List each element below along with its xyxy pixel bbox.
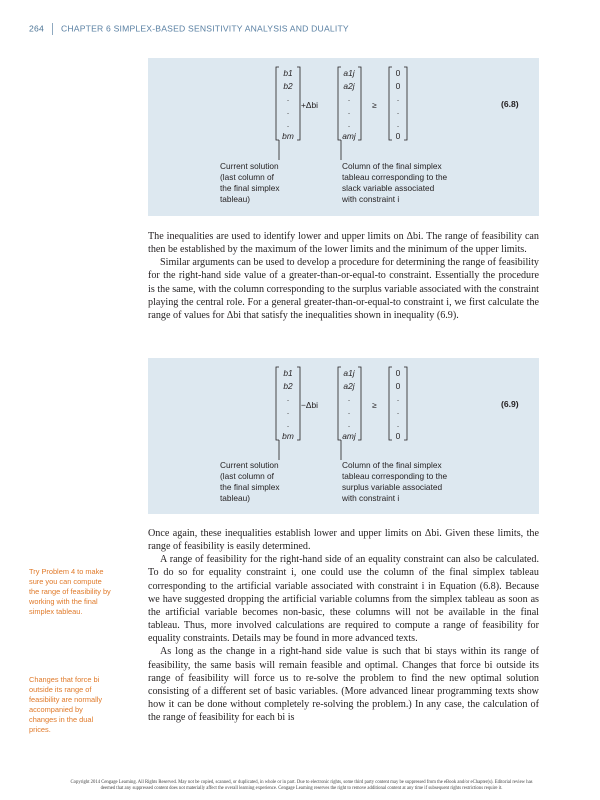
equation-number: (6.9) — [501, 399, 519, 409]
b-vector-left-bracket — [276, 67, 279, 140]
zero-vector-entry: · — [396, 395, 400, 405]
b-vector-right-bracket — [297, 67, 300, 140]
caption-surplus-column: Column of the final simplex tableau corresponding to the surplus variable associated with constraint i — [342, 460, 448, 503]
a-vector-left-bracket — [338, 367, 341, 440]
zero-vector-entry: 0 — [395, 368, 401, 378]
zero-vector-entry: · — [396, 95, 400, 105]
zero-vector-entry: · — [396, 121, 400, 131]
b-vector-entry: · — [286, 395, 290, 405]
equation-figure-6-9 — [148, 358, 539, 514]
a-vector-entry: a2j — [343, 381, 355, 391]
caption-pointer-lines — [279, 440, 341, 460]
zero-vector-entry: 0 — [395, 81, 401, 91]
b-vector-entry: b2 — [283, 381, 293, 391]
caption-current-solution: Current solution (last column of the final simplex tableau) — [220, 460, 280, 503]
caption-current-solution: Current solution (last column of the final simplex tableau) — [220, 161, 280, 204]
equation-number: (6.8) — [501, 99, 519, 109]
body-text-2 — [148, 527, 539, 724]
zero-vector-entry: 0 — [395, 431, 401, 441]
b-vector-entry: · — [286, 421, 290, 431]
margin-note-problem-4: Try Problem 4 to make sure you can compute the range of feasibility by working with the final simplex tableau. — [29, 567, 111, 616]
caption-slack-column: Column of the final simplex tableau corresponding to the slack variable associated with constraint i — [342, 161, 448, 204]
a-vector-entry: a2j — [343, 81, 355, 91]
a-vector-right-bracket — [358, 67, 361, 140]
b-vector-entry: b2 — [283, 81, 293, 91]
a-vector-entry: amj — [342, 131, 356, 141]
zero-vector-entry: · — [396, 421, 400, 431]
a-vector-entry: amj — [342, 431, 356, 441]
b-vector-entry: bm — [282, 131, 294, 141]
paragraph: Similar arguments can be used to develop a procedure for determining the range of feasibility for the right-hand side value of a greater-than-or-equal-to constraint. Essentially the procedure is the same, with the column corresponding to the surplus variable associated with the constraint playing the central role. For a general greater-than-or-equal-to constraint i, we first calculate the range of values for Δbi that satisfy the inequalities shown in inequality (6.9). — [148, 257, 539, 321]
b-vector-entry: bm — [282, 431, 294, 441]
greater-equal-sign: ≥ — [372, 100, 377, 110]
greater-equal-sign: ≥ — [372, 400, 377, 410]
a-vector-entry: a1j — [343, 368, 355, 378]
header-divider — [52, 23, 53, 35]
paragraph: The inequalities are used to identify lower and upper limits on Δbi. The range of feasibility can then be established by the maximum of the lower limits and the minimum of the upper limits. — [148, 231, 539, 256]
a-vector-right-bracket — [358, 367, 361, 440]
a-vector-entry: · — [347, 408, 351, 418]
delta-b-operator: −Δbi — [301, 400, 319, 410]
a-vector-entry: · — [347, 108, 351, 118]
b-vector-right-bracket — [297, 367, 300, 440]
b-vector-entry: · — [286, 121, 290, 131]
a-vector-entry: · — [347, 421, 351, 431]
zero-vector-right-bracket — [404, 367, 407, 440]
zero-vector-left-bracket — [389, 367, 392, 440]
zero-vector-entry: 0 — [395, 381, 401, 391]
a-vector-entry: · — [347, 121, 351, 131]
caption-pointer-lines — [279, 140, 341, 160]
b-vector-entry: · — [286, 408, 290, 418]
a-vector-left-bracket — [338, 67, 341, 140]
zero-vector-left-bracket — [389, 67, 392, 140]
b-vector-entry: b1 — [283, 68, 293, 78]
delta-b-operator: +Δbi — [301, 100, 319, 110]
zero-vector-entry: 0 — [395, 131, 401, 141]
page-number: 264 — [29, 23, 44, 34]
running-header — [29, 23, 349, 35]
copyright-footer: Copyright 2014 Cengage Learning. All Rights Reserved. May not be copied, scanned, or duplicated, in whole or in part. Due to electronic rights, some third party content may be suppressed from the eBook and/or eChapter(s). Editorial review has deemed that any suppressed content does not materially affect the overall learning experience. Cengage Learning reserves the right to remove additional content at any time if subsequent rights restrictions require it. — [70, 780, 533, 791]
equation-figure-6-8 — [148, 58, 539, 216]
body-text-1 — [148, 230, 539, 322]
a-vector-entry: · — [347, 395, 351, 405]
a-vector-entry: a1j — [343, 68, 355, 78]
a-vector-entry: · — [347, 95, 351, 105]
b-vector-left-bracket — [276, 367, 279, 440]
paragraph: A range of feasibility for the right-hand side of an equality constraint can also be calculated. To do so for equality constraint i, one could use the column of the final simplex tableau corresponding to the artificial variable associated with constraint i in Equation (6.8). Because we have suggested dropping the artificial variable columns from the simplex tableau as soon as the artificial variable becomes non-basic, these columns will not be available in the final tableau. Thus, more involved calculations are required to compute a range of feasibility for equality constraints. Details may be found in more advanced texts. — [148, 554, 539, 645]
b-vector-entry: · — [286, 95, 290, 105]
zero-vector-right-bracket — [404, 67, 407, 140]
paragraph: As long as the change in a right-hand side value is such that bi stays within its range of feasibility, the same basis will remain feasible and optimal. Changes that force bi outside its range of feasibility will force us to re-solve the problem to find the new optimal solution consisting of a different set of basic variables. (More advanced linear programming texts show how it can be done without completely re-solving the problem.) In any case, the calculation of the range of feasibility for each bi is — [148, 646, 539, 724]
zero-vector-entry: 0 — [395, 68, 401, 78]
paragraph: Once again, these inequalities establish lower and upper limits on Δbi. Given these limits, the range of feasibility is easily determined. — [148, 528, 539, 553]
b-vector-entry: · — [286, 108, 290, 118]
b-vector-entry: b1 — [283, 368, 293, 378]
margin-note-dual-prices: Changes that force bi outside its range of feasibility are normally accompanied by changes in the dual prices. — [29, 675, 103, 734]
chapter-title: CHAPTER 6 SIMPLEX-BASED SENSITIVITY ANALYSIS AND DUALITY — [60, 23, 349, 34]
zero-vector-entry: · — [396, 408, 400, 418]
zero-vector-entry: · — [396, 108, 400, 118]
